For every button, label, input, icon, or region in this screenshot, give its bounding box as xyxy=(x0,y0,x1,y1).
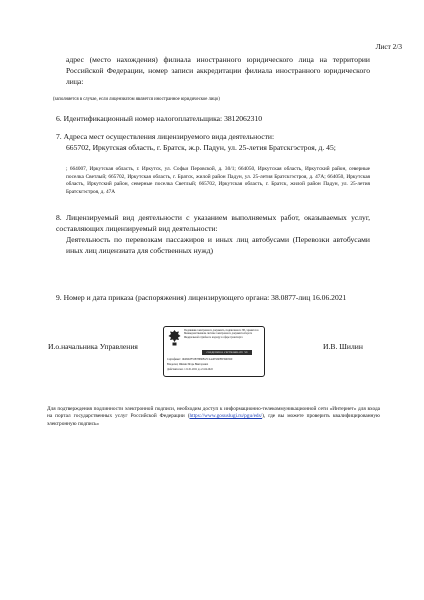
item7-label: Адреса мест осуществления лицензируемого вида деятельности: xyxy=(63,132,275,141)
item6-number: 6. xyxy=(56,114,62,123)
item8-activity: Деятельность по перевозкам пассажиров и иных лиц автобусами (Перевозки автобусами иных лиц лицензиата для собственных нужд) xyxy=(66,235,370,255)
item9-order xyxy=(56,292,370,303)
item7-additional-addresses: ; 664007, Иркутская область, г. Иркутск, ул. Софьи Перовской, д. 30/1; 664050, Иркутская область, Иркутский район, северные поселка Светлый; 665702, Иркутская область, г. Братск, жилой район Падун, ул. 25-летия Братскгэстроя, д. 47А; 664050, Иркутская область, Иркутский район, северные поселка Светлый; 665702, Иркутская область, г. Братск, жилой район Падун, ул. 25-летия Братскгэстроя, д. 47А xyxy=(66,166,370,195)
footer-verification-note xyxy=(47,406,380,428)
sheet-number: Лист 2/3 xyxy=(375,42,402,51)
item6-label: Идентификационный номер налогоплательщика: xyxy=(63,114,223,123)
item8-number: 8. xyxy=(56,213,62,222)
item7-number: 7. xyxy=(56,132,62,141)
emblem-icon xyxy=(167,329,182,346)
item5-note: (заполняется в случае, если лицензиатом является иностранное юридическое лицо) xyxy=(53,97,220,102)
e-signature-stamp xyxy=(163,326,265,377)
stamp-owner: Владелец: Шилин Игорь Викторович xyxy=(167,363,209,366)
item7-main-address: 665702, Иркутская область, г. Братск, ж.р. Падун, ул. 25-летия Братскгэстроя, д. 45; xyxy=(66,143,336,152)
gosuslugi-link[interactable]: https://www.gosuslugi.ru/pgu/eds/ xyxy=(189,413,263,420)
stamp-band: СВЕДЕНИЯ О СЕРТИФИКАТЕ ЭП xyxy=(202,350,252,355)
item9-number: 9. xyxy=(56,293,62,302)
footer-text-part2: ), где вы можете проверить квалифицированную электронную подпись» xyxy=(47,413,380,427)
item5-address-text: адрес (место нахождения) филиала иностранного юридического лица на территории Российской Федерации, номер записи аккредитации филиала иностранного юридического лица: xyxy=(66,55,370,86)
item7-label-line xyxy=(56,131,370,142)
stamp-certificate: Сертификат: 1948292F53E78686FA7C2A487260FD3960329 xyxy=(167,358,233,361)
stamp-validity: Действителен: с 21.01.2021 до 21.04.2022 xyxy=(167,368,213,371)
stamp-header: Подлинник электронного документа, подписанного ЭП, хранится в Межведомственном системе электронного документооборота Федеральной службы по надзору в сфере транспорта xyxy=(184,329,259,339)
item8-label: Лицензируемый вид деятельности с указанием выполняемых работ, оказываемых услуг, составляющих лицензируемый вид деятельности: xyxy=(56,213,370,233)
item9-text: Номер и дата приказа (распоряжения) лицензирующего органа: 38.0877-лиц 16.06.2021 xyxy=(63,293,347,302)
item6-inn xyxy=(56,113,370,124)
signatory-position: И.о.начальника Управления xyxy=(48,342,138,351)
item6-value: 3812062310 xyxy=(224,114,263,123)
signatory-name: И.В. Шилин xyxy=(323,342,363,351)
item8-label-block xyxy=(56,212,370,234)
footer-text-part1: Для подтверждения подлинности электронной подписи, необходим доступ к информационно-телекоммуникационной сети «Интернет» для входа на портал государственных услуг Российской Федерации ( xyxy=(47,406,380,420)
